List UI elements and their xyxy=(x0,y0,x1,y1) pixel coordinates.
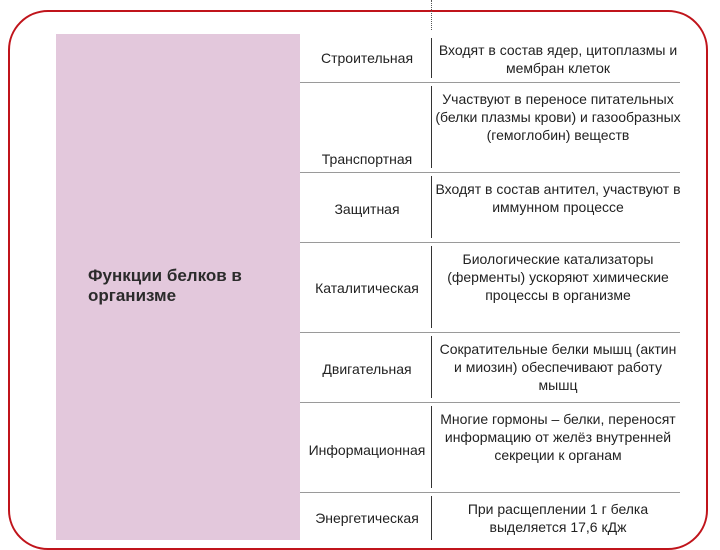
row-divider xyxy=(300,172,680,173)
function-description: Биологические катализаторы (ферменты) ускоряют химические процессы в организме xyxy=(447,251,669,303)
function-description: Многие гормоны – белки, переносят информацию от желёз внутренней секреции к органам xyxy=(440,411,676,463)
function-name: Энергетическая xyxy=(315,510,419,526)
function-name: Защитная xyxy=(334,201,400,217)
function-name: Каталитическая xyxy=(315,280,419,296)
row-divider xyxy=(300,402,680,403)
function-description: Входят в состав антител, участвуют в иммунном процессе xyxy=(435,181,681,215)
function-name: Информационная xyxy=(308,442,426,458)
row-divider xyxy=(300,332,680,333)
function-name: Транспортная xyxy=(321,151,413,167)
function-description: Сократительные белки мышц (актин и миозин) обеспечивают работу мышц xyxy=(439,341,677,393)
function-description: Участвуют в переносе питательных (белки плазмы крови) и газообразных (гемоглобин) веществ xyxy=(435,91,681,143)
function-description: При расщеплении 1 г белка выделяется 17,6 кДж xyxy=(467,501,649,535)
row-divider xyxy=(300,242,680,243)
column-divider-top xyxy=(431,0,433,30)
row-divider xyxy=(300,492,680,493)
row-divider xyxy=(300,82,680,83)
function-name: Строительная xyxy=(320,50,414,66)
function-description: Входят в состав ядер, цитоплазмы и мембран клеток xyxy=(438,42,678,76)
function-name: Двигательная xyxy=(322,361,412,377)
page-title: Функции белков в организме xyxy=(88,266,242,305)
